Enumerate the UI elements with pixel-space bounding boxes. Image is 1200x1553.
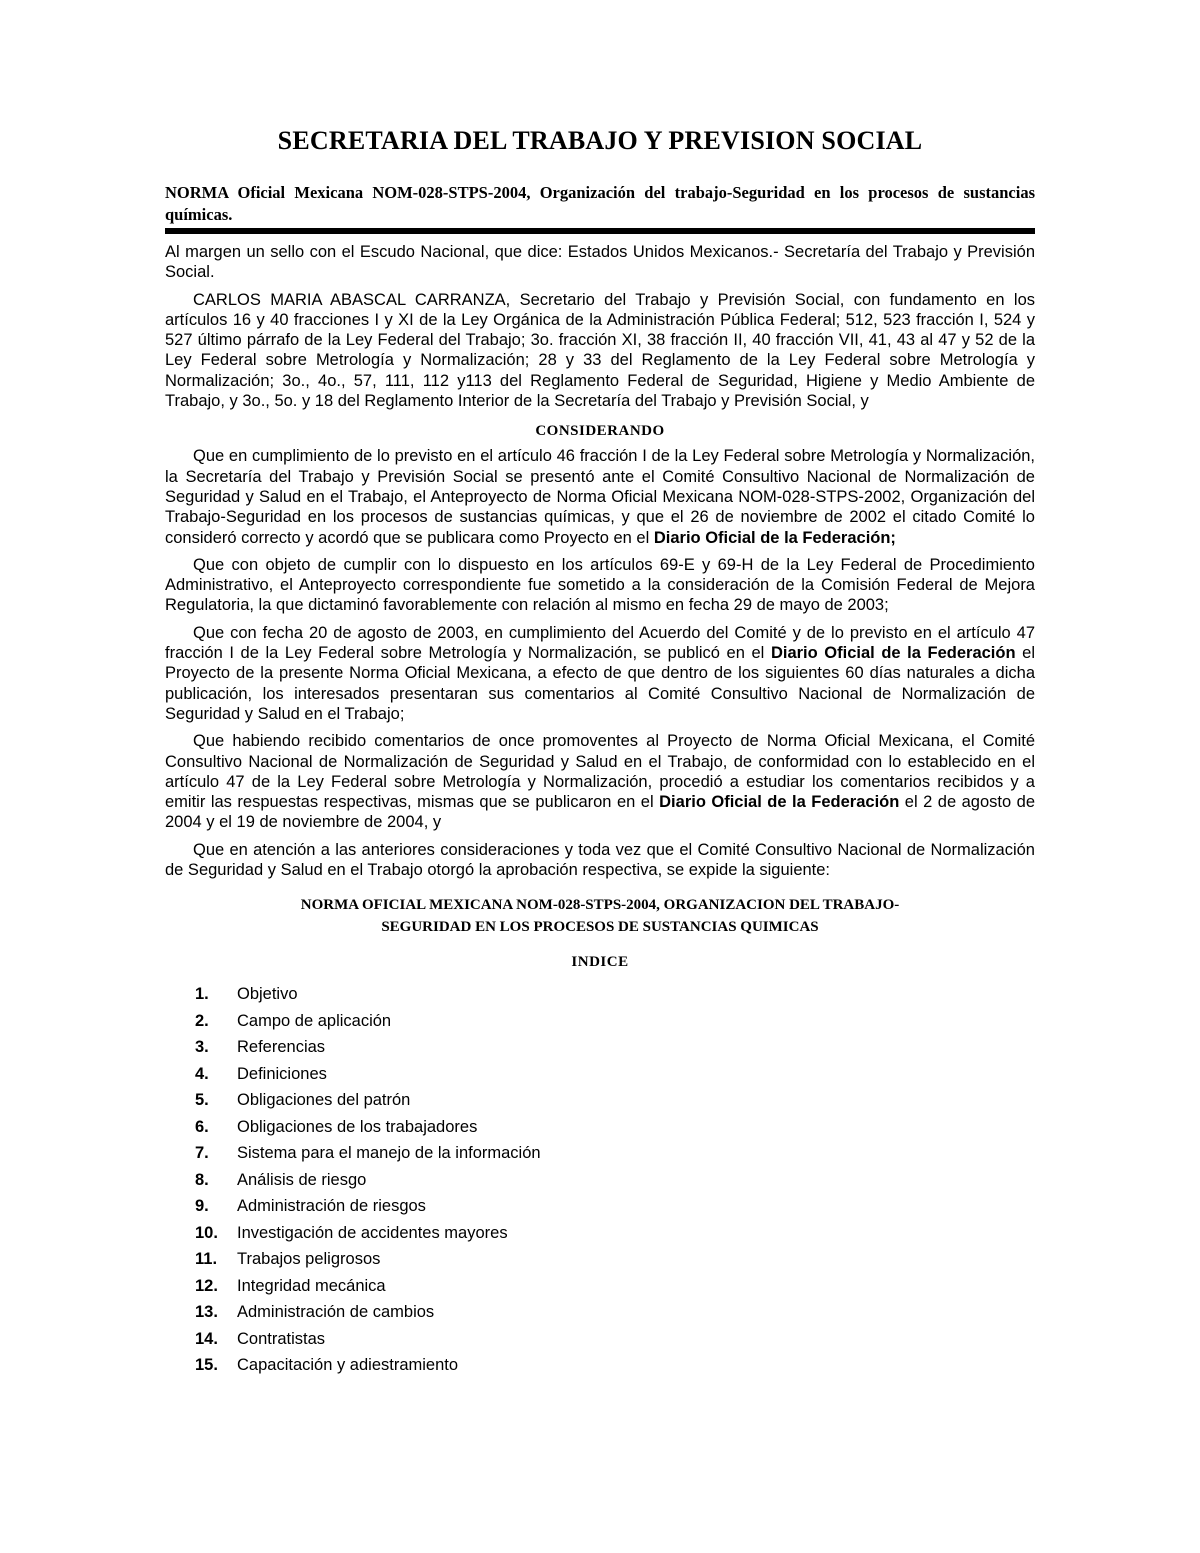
- index-item-label: Sistema para el manejo de la información: [237, 1144, 541, 1163]
- index-item: [165, 1299, 1035, 1326]
- index-item-label: Campo de aplicación: [237, 1011, 392, 1030]
- index-item-label: Contratistas: [237, 1329, 326, 1348]
- index-item-label: Integridad mecánica: [237, 1276, 386, 1295]
- norma-heading-line-1: NORMA OFICIAL MEXICANA NOM-028-STPS-2004, ORGANIZACION DEL TRABAJO-: [300, 897, 900, 914]
- index-item-number: 7.: [195, 1144, 209, 1163]
- considerando-paragraph-3: [165, 623, 1035, 724]
- norma-heading-line-2: SEGURIDAD EN LOS PROCESOS DE SUSTANCIAS QUIMICAS: [381, 919, 819, 936]
- index-item-label: Obligaciones del patrón: [237, 1091, 411, 1110]
- index-item: [165, 981, 1035, 1008]
- considerando-p4-text-a: Que habiendo recibido comentarios de once promoventes al Proyecto de Norma Oficial Mexicana, el Comité Consultivo Nacional de Normalización de Seguridad y Salud en el Trabajo, de conformidad con lo establecido en el artículo 47 de la Ley Federal sobre Metrología y Normalización, procedió a estudiar los comentarios recibidos y a emitir las respuestas respectivas, mismas que se publicaron en el: [165, 732, 1035, 812]
- dof-reference: Diario Oficial de la Federación: [659, 793, 900, 812]
- index-item-label: Administración de riesgos: [237, 1197, 426, 1216]
- index-item-number: 5.: [195, 1091, 209, 1110]
- index-item: [165, 1087, 1035, 1114]
- index-item-number: 15.: [195, 1356, 218, 1375]
- index-heading: INDICE: [571, 954, 629, 971]
- page-title: SECRETARIA DEL TRABAJO Y PREVISION SOCIAL: [277, 126, 923, 155]
- index-item-label: Análisis de riesgo: [237, 1170, 367, 1189]
- dof-reference: Diario Oficial de la Federación;: [653, 528, 896, 547]
- considerando-p3-text-c: el Proyecto de la presente Norma Oficial Mexicana, a efecto de que dentro de los siguientes 60 días naturales a dicha publicación, los interesados presentaran sus comentarios al Comité Consultivo Nacional de Normalización de Seguridad y Salud en el Trabajo;: [165, 644, 1035, 723]
- index-item-label: Objetivo: [237, 985, 298, 1004]
- index-item: [165, 1061, 1035, 1088]
- dof-reference: Diario Oficial de la Federación: [770, 644, 1016, 663]
- index-item-label: Obligaciones de los trabajadores: [237, 1117, 478, 1136]
- index-item-label: Referencias: [237, 1038, 326, 1057]
- norma-heading: [165, 894, 1035, 938]
- index-list: [165, 981, 1035, 1379]
- index-item: [165, 1114, 1035, 1141]
- index-item-number: 3.: [195, 1038, 209, 1057]
- index-item-number: 8.: [195, 1170, 209, 1189]
- index-item-number: 12.: [195, 1276, 218, 1295]
- index-item-number: 1.: [195, 985, 209, 1004]
- index-item: [165, 1140, 1035, 1167]
- norm-title: NORMA Oficial Mexicana NOM-028-STPS-2004, Organización del trabajo-Seguridad en los procesos de sustancias químicas.: [165, 183, 1035, 224]
- index-item-number: 14.: [195, 1329, 218, 1348]
- index-item-number: 2.: [195, 1011, 209, 1030]
- considerando-heading: CONSIDERANDO: [535, 423, 665, 440]
- considerando-paragraph-2: Que con objeto de cumplir con lo dispuesto en los artículos 69-E y 69-H de la Ley Federal de Procedimiento Administrativo, el Anteproyecto correspondiente fue sometido a la consideración de la Comisión Federal de Mejora Regulatoria, la que dictaminó favorablemente con relación al mismo en fecha 29 de mayo de 2003;: [165, 555, 1035, 615]
- index-item: [165, 1326, 1035, 1353]
- index-item-number: 4.: [195, 1064, 209, 1083]
- index-item: [165, 1034, 1035, 1061]
- considerando-p1-text: Que en cumplimiento de lo previsto en el artículo 46 fracción I de la Ley Federal sobre Metrología y Normalización, la Secretaría del Trabajo y Previsión Social se presentó ante el Comité Consultivo Nacional de Normalización de Seguridad y Salud en el Trabajo, el Anteproyecto de Norma Oficial Mexicana NOM-028-STPS-2002, Organización del Trabajo-Seguridad en los procesos de sustancias químicas, y que el 26 de noviembre de 2002 el citado Comité lo consideró correcto y acordó que se publicara como Proyecto en el: [165, 447, 1035, 547]
- index-item-label: Administración de cambios: [237, 1303, 435, 1322]
- index-item: [165, 1193, 1035, 1220]
- considerando-p4-text-c: el 2 de agosto de 2004 y el 19 de noviembre de 2004, y: [165, 793, 1036, 832]
- considerando-paragraph-4: [165, 731, 1035, 832]
- index-item: [165, 1246, 1035, 1273]
- index-item-label: Investigación de accidentes mayores: [237, 1223, 508, 1242]
- index-item-number: 13.: [195, 1303, 218, 1322]
- intro-paragraph-seal: Al margen un sello con el Escudo Nacional, que dice: Estados Unidos Mexicanos.- Secretaría del Trabajo y Previsión Social.: [165, 243, 1035, 282]
- index-item: [165, 1273, 1035, 1300]
- index-item-label: Capacitación y adiestramiento: [237, 1356, 459, 1375]
- index-item-number: 9.: [195, 1197, 209, 1216]
- index-item-number: 10.: [195, 1223, 218, 1242]
- index-item: [165, 1220, 1035, 1247]
- considerando-p3-text-a: Que con fecha 20 de agosto de 2003, en cumplimiento del Acuerdo del Comité y de lo previsto en el artículo 47 fracción I de la Ley Federal sobre Metrología y Normalización, se publicó en el: [165, 623, 1035, 663]
- index-item-label: Trabajos peligrosos: [237, 1250, 381, 1269]
- index-item-number: 6.: [195, 1117, 209, 1136]
- index-item: [165, 1008, 1035, 1035]
- index-item: [165, 1167, 1035, 1194]
- index-item-number: 11.: [195, 1250, 218, 1269]
- document-page: [165, 120, 1035, 1379]
- considerando-paragraph-5: Que en atención a las anteriores consideraciones y toda vez que el Comité Consultivo Nacional de Normalización de Seguridad y Salud en el Trabajo otorgó la aprobación respectiva, se expide la siguiente:: [165, 840, 1035, 880]
- considerando-paragraph-1: [165, 446, 1035, 547]
- intro-paragraph-secretary: CARLOS MARIA ABASCAL CARRANZA, Secretario del Trabajo y Previsión Social, con fundamento en los artículos 16 y 40 fracciones I y XI de la Ley Orgánica de la Administración Pública Federal; 512, 523 fracción I, 524 y 527 último párrafo de la Ley Federal del Trabajo; 3o. fracción XI, 38 fracción II, 40 fracción VII, 41, 43 al 47 y 52 de la Ley Federal sobre Metrología y Normalización; 28 y 33 del Reglamento de la Ley Federal sobre Metrología y Normalización; 3o., 4o., 57, 111, 112 y113 del Reglamento Federal de Seguridad, Higiene y Medio Ambiente de Trabajo, y 3o., 5o. y 18 del Reglamento Interior de la Secretaría del Trabajo y Previsión Social, y: [165, 290, 1035, 411]
- index-item-label: Definiciones: [237, 1064, 327, 1083]
- index-item: [165, 1352, 1035, 1379]
- title-divider: [165, 228, 1035, 234]
